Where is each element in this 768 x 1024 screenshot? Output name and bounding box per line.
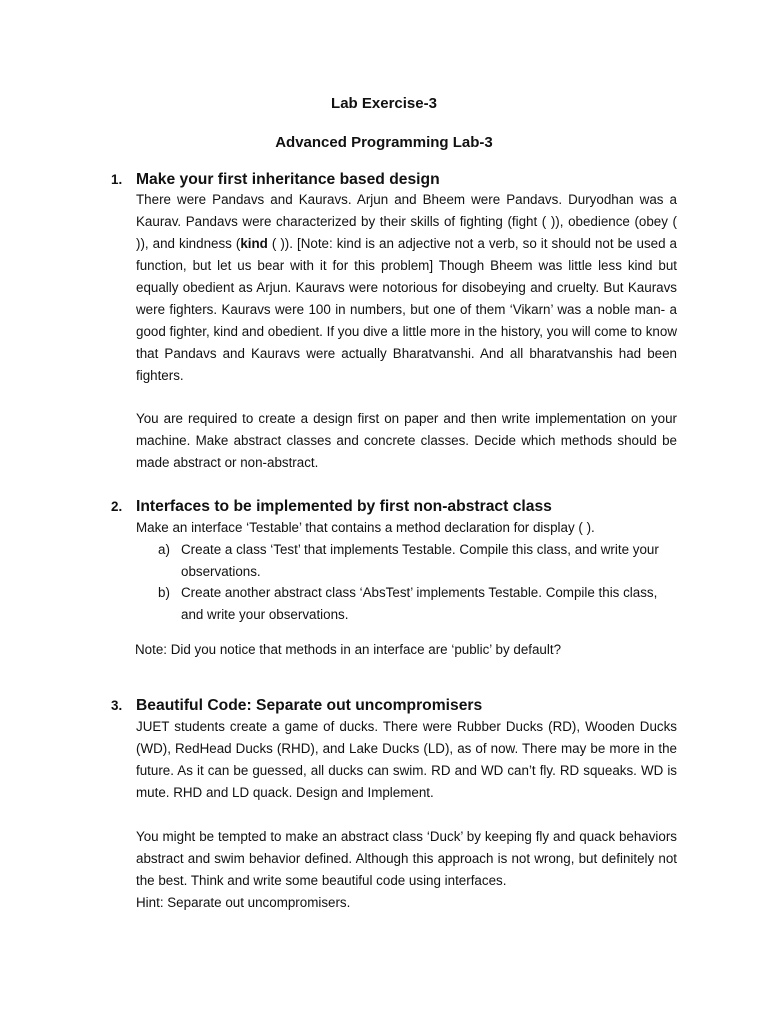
section-3-number: 3. [111, 698, 123, 713]
section-2-item-b-label: b) [158, 585, 170, 600]
section-2-item-b-text: Create another abstract class ‘AbsTest’ implements Testable. Compile this class, and write your observations. [181, 585, 658, 622]
section-2-item-a-label: a) [158, 542, 170, 557]
section-1-paragraph-1-part-b: ( )). [Note: kind is an adjective not a verb, so it should not be used a function, but let us bear with it for this problem] Though Bheem was little less kind but equally obedient as Arjun. Kauravs were notorious for disobeying and cruelty. But Kauravs were fighters. Kauravs were 100 in numbers, but one of them ‘Vikarn’ was a noble man- a good fighter, kind and obedient. If you dive a little more in the history, you will come to know that Pandavs and Kauravs were actually Bharatvanshi. And all bharatvanshis had been fighters. [136, 236, 677, 383]
section-1-number: 1. [111, 172, 123, 187]
section-1-paragraph-2: You are required to create a design first on paper and then write implementation on your machine. Make abstract classes and concrete classes. Decide which methods should be made abstract or non-abstract. [136, 411, 677, 470]
section-2-number: 2. [111, 499, 123, 514]
document-title: Lab Exercise-3 [331, 95, 437, 112]
section-1-heading: Make your first inheritance based design [136, 171, 440, 188]
section-3-paragraph-2: You might be tempted to make an abstract class ‘Duck’ by keeping fly and quack behaviors abstract and swim behavior defined. Although this approach is not wrong, but definitely not the best. Think and write some beautiful code using interfaces. [136, 829, 677, 888]
section-2-note: Note: Did you notice that methods in an interface are ‘public’ by default? [135, 642, 562, 657]
section-1-paragraph-1-part-a: There were Pandavs and Kauravs. Arjun and Bheem were Pandavs. Duryodhan was a Kaurav. Pandavs were characterized by their skills of fighting (fight ( )), obedience (obey ( )), and kindness ( [136, 192, 677, 251]
document-subtitle: Advanced Programming Lab-3 [275, 134, 493, 151]
section-1-paragraph-1 [136, 189, 677, 387]
section-3-heading: Beautiful Code: Separate out uncompromisers [136, 697, 483, 714]
section-3-hint: Hint: Separate out uncompromisers. [136, 895, 351, 910]
section-2-intro: Make an interface ‘Testable’ that contains a method declaration for display ( ). [136, 520, 595, 535]
section-2-heading: Interfaces to be implemented by first non-abstract class [136, 498, 552, 515]
section-2-item-a-text: Create a class ‘Test’ that implements Testable. Compile this class, and write your observations. [181, 542, 659, 579]
section-3-paragraph-1: JUET students create a game of ducks. There were Rubber Ducks (RD), Wooden Ducks (WD), RedHead Ducks (RHD), and Lake Ducks (LD), as of now. There may be more in the future. As it can be guessed, all ducks can swim. RD and WD can’t fly. RD squeaks. WD is mute. RHD and LD quack. Design and Implement. [136, 719, 677, 800]
section-1-paragraph-1-bold: kind [240, 236, 268, 251]
